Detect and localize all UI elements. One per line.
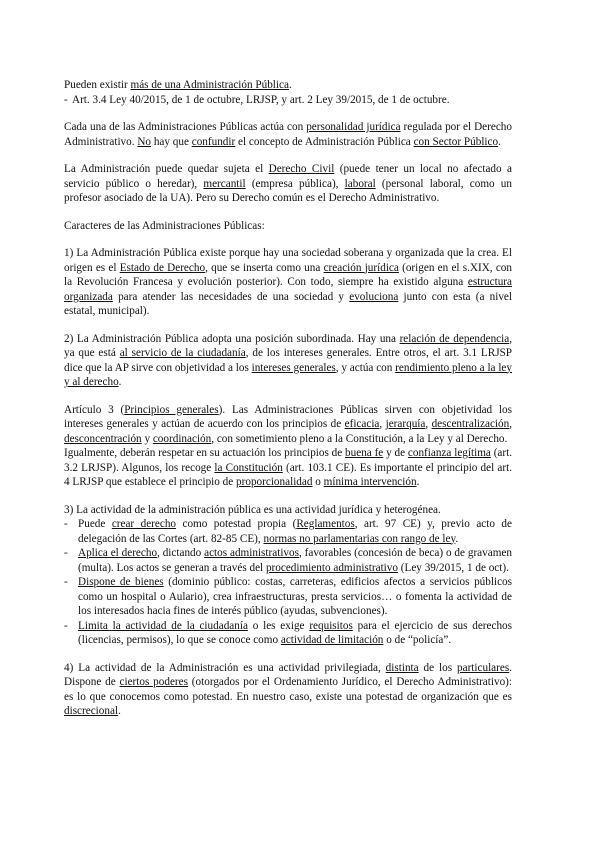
underlined-text: ciertos poderes bbox=[119, 676, 188, 688]
underlined-text: relación de dependencia bbox=[399, 332, 510, 345]
text: o de “policía”. bbox=[383, 634, 452, 646]
text: Igualmente, deberán respetar en su actuación los principios de bbox=[64, 447, 346, 459]
list-item bbox=[64, 517, 512, 546]
underlined-text: Principios generales bbox=[124, 403, 219, 416]
section-heading: Caracteres de las Administraciones Públicas: bbox=[64, 219, 265, 232]
underlined-text: rendimiento pleno a la ley y al derecho bbox=[64, 361, 512, 388]
text: . bbox=[498, 135, 501, 148]
text: como potestad propia ( bbox=[176, 518, 297, 530]
underlined-text: discrecional bbox=[64, 705, 119, 717]
text: , bbox=[379, 418, 386, 430]
underlined-text: confundir bbox=[191, 135, 236, 148]
underlined-text: Aplica el derecho bbox=[78, 547, 158, 559]
underlined-text: al servicio de la ciudadanía bbox=[119, 347, 246, 359]
text: , favorables (concesión de beca) o de gravamen (multa). Los actos se generan a través del bbox=[78, 547, 512, 574]
underlined-text: coordinación bbox=[152, 432, 212, 445]
text: (origen en el s.XIX, con la Revolución Francesa y evolución posterior). Con todo, siempre ha existido alguna bbox=[64, 261, 512, 288]
underlined-text: procedimiento administrativo bbox=[265, 561, 398, 574]
text: y de bbox=[383, 447, 408, 459]
text: . bbox=[288, 79, 292, 91]
underlined-text: Dispone de bienes bbox=[78, 576, 164, 588]
text: o les exige bbox=[247, 619, 310, 632]
text: 4) La actividad de la Administración es una actividad privilegiada, bbox=[64, 661, 386, 674]
list-item bbox=[64, 619, 512, 648]
underlined-text: particulares bbox=[457, 661, 510, 674]
underlined-text: requisitos bbox=[309, 619, 353, 632]
underlined-text: Derecho Civil bbox=[268, 163, 335, 175]
list-item: - Art. 3.4 Ley 40/2015, de 1 de octubre, LRJSP, y art. 2 Ley 39/2015, de 1 de octubre. bbox=[64, 93, 512, 108]
text: , ya que está bbox=[64, 332, 512, 359]
text: ). Las Administraciones Públicas sirven con objetividad los intereses generales y actúan de acuerdo con los principios de bbox=[64, 403, 512, 430]
text: regulada por el Derecho Administrativo. bbox=[64, 121, 512, 148]
underlined-text: Reglamentos bbox=[296, 518, 355, 530]
text: , y actúa con bbox=[335, 361, 396, 374]
text: para el ejercicio de sus derechos (licencias, permisos), lo que se conoce como bbox=[78, 619, 512, 646]
text: Pueden existir bbox=[64, 79, 131, 91]
text: el concepto de Administración Pública bbox=[235, 135, 414, 148]
paragraph-intro bbox=[64, 78, 512, 93]
underlined-text: buena fe bbox=[345, 447, 384, 459]
text: (otorgados por el Ordenamiento Jurídico, el Derecho Administrativo): es lo que conocemos como potestad. En nuestro caso, existe una potestad de organización que es bbox=[64, 676, 512, 703]
text: (puede tener un local no afectado a servicio público o heredar), bbox=[64, 163, 512, 190]
paragraph-caracter-4 bbox=[64, 661, 512, 719]
underlined-text: evoluciona bbox=[349, 290, 399, 303]
text: . bbox=[118, 376, 122, 388]
text: 2) La Administración Pública adopta una posición subordinada. Hay una bbox=[64, 332, 400, 345]
text: o bbox=[312, 476, 324, 488]
underlined-text: la Constitución bbox=[214, 461, 283, 474]
paragraph-derecho bbox=[64, 162, 512, 206]
text: , bbox=[509, 418, 513, 430]
text: . Dispone de bbox=[64, 661, 512, 688]
underlined-text: confianza legítima bbox=[407, 447, 491, 459]
text: (personal laboral, como un profesor asociado de la UA). Pero su Derecho común es el Derecho Administrativo. bbox=[64, 177, 512, 204]
underlined-text: estructura organizada bbox=[64, 276, 512, 303]
text: para atender las necesidades de una sociedad y bbox=[112, 290, 350, 303]
text: Artículo 3 ( bbox=[64, 403, 125, 416]
underlined-text: con Sector Público bbox=[413, 135, 499, 148]
paragraph-personalidad bbox=[64, 120, 512, 149]
paragraph-caracter-1 bbox=[64, 246, 512, 319]
text: La Administración puede quedar sujeta el bbox=[64, 163, 269, 175]
text: , de los intereses generales. Entre otros, el art. 3.1 LRJSP dice que la AP sirve con objetividad a los bbox=[64, 347, 513, 374]
text: (art. 3.2 LRJSP). Algunos, los recoge bbox=[64, 447, 513, 474]
underlined-text: mínima intervención bbox=[323, 476, 417, 488]
text: . bbox=[118, 705, 121, 717]
text: (art. 103.1 CE). Es importante el principio del art. 4 LRJSP que establece el principio de bbox=[64, 461, 512, 488]
underlined-text: mercantil bbox=[203, 177, 246, 190]
underlined-text: jerarquía bbox=[385, 418, 426, 430]
text: Puede bbox=[78, 518, 112, 530]
underlined-text: descentralización bbox=[431, 418, 510, 430]
underlined-text: personalidad jurídica bbox=[306, 121, 401, 133]
text: hay que bbox=[151, 135, 192, 148]
text: , con sometimiento pleno a la Constitución, a la Ley y al Derecho. bbox=[211, 432, 508, 445]
underlined-text: Estado de Derecho bbox=[119, 261, 206, 274]
text: y bbox=[141, 432, 153, 445]
text: , dictando bbox=[157, 547, 205, 559]
underlined-text: distinta bbox=[385, 661, 419, 674]
underlined-text: Limita la actividad de la ciudadanía bbox=[78, 619, 248, 632]
paragraph-articulo-3 bbox=[64, 403, 512, 447]
underlined-text: más de una Administración Pública bbox=[130, 79, 289, 91]
paragraph-caracter-3: 3) La actividad de la administración pública es una actividad jurídica y heterogénea. bbox=[64, 503, 441, 516]
underlined-text: desconcentración bbox=[64, 432, 142, 445]
text: (dominio público: costas, carreteras, edificios afectos a servicios públicos como un hospital o Aulario), crea infraestructuras, presta servicios… o fomenta la actividad de los interesados hacia fines de interés público (ayudas, subvenciones). bbox=[78, 576, 512, 617]
underlined-text: No bbox=[137, 135, 152, 148]
list-item bbox=[64, 575, 512, 619]
paragraph-caracter-2 bbox=[64, 332, 512, 390]
text: (empresa pública), bbox=[245, 177, 345, 190]
text: , bbox=[425, 418, 432, 430]
list-item bbox=[64, 546, 512, 575]
text: . bbox=[416, 476, 420, 488]
text: 1) La Administración Pública existe porque hay una sociedad soberana y organizada que la crea. El origen es el bbox=[64, 247, 512, 274]
underlined-text: actividad de limitación bbox=[280, 634, 384, 646]
underlined-text: creación jurídica bbox=[323, 261, 399, 274]
text: Cada una de las Administraciones Públicas actúa con bbox=[64, 121, 307, 133]
underlined-text: proporcionalidad bbox=[236, 476, 313, 488]
underlined-text: eficacia bbox=[344, 418, 380, 430]
underlined-text: intereses generales bbox=[251, 361, 336, 374]
paragraph-principios bbox=[64, 446, 512, 490]
underlined-text: actos administrativos bbox=[204, 547, 299, 559]
text: . bbox=[455, 532, 459, 545]
text: , art. 97 CE) y, previo acto de delegación de las Cortes (art. 82-85 CE), bbox=[78, 518, 512, 545]
underlined-text: normas no parlamentarias con rango de ley bbox=[263, 532, 456, 545]
text: de los bbox=[418, 661, 458, 674]
text: junto con esta (a nivel estatal, municipal). bbox=[64, 290, 513, 317]
underlined-text: laboral bbox=[344, 177, 376, 190]
text: (Ley 39/2015, 1 de oct). bbox=[397, 561, 509, 574]
text: , que se inserta como una bbox=[205, 261, 324, 274]
underlined-text: crear derecho bbox=[111, 518, 177, 530]
